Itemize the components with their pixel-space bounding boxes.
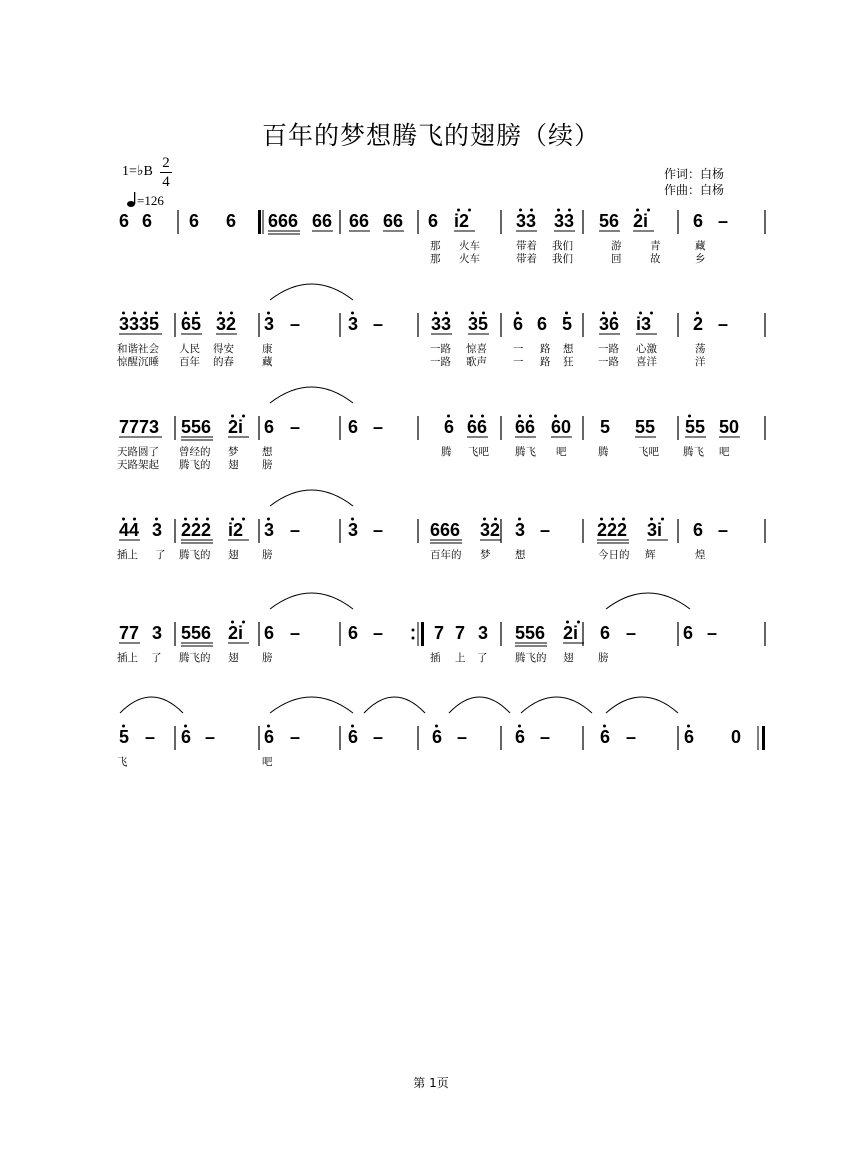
repeat-dot [412,629,415,632]
repeat-start-barline [258,210,261,234]
octave-dot [482,312,485,315]
lyric-verse-2: 回 [611,253,622,265]
lyric-verse-1: 心激 [636,343,657,355]
note-group: i2 [228,520,244,540]
slur-arc [449,697,510,713]
note-group: 50 [719,417,740,437]
note-group: 6 [600,727,611,747]
octave-dot [435,725,438,728]
note-group: – [290,520,301,540]
note-group: 3 [264,520,275,540]
note-group: – [707,623,718,643]
lyric-verse-2: 一路 [430,356,451,368]
note-group: 3 [515,520,526,540]
note-group: 6 [142,211,153,231]
note-group: 66 [383,211,404,231]
note-group: – [718,314,729,334]
octave-dot [144,312,147,315]
lyric-verse-1: 腾飞的 [179,549,211,561]
octave-dot [613,312,616,315]
lyric-verse-1: 一路 [598,343,619,355]
octave-dot [267,518,270,521]
octave-dot [577,621,580,624]
lyric-verse-1: 吧 [719,446,730,458]
slur-arc [270,284,353,300]
octave-dot [518,725,521,728]
lyric-verse-1: 游 [611,240,622,252]
composer-credit: 作曲：白杨 [664,183,725,197]
lyric-verse-1: 膀 [262,652,273,664]
note-group: 3 [152,623,163,643]
key-note: B [143,164,153,179]
octave-dot [457,209,460,212]
lyric-verse-2: 天路架起 [117,459,159,471]
lyric-verse-1: 百年的 [430,549,462,561]
slur-arc [606,697,678,713]
note-group: – [540,727,551,747]
octave-dot [639,312,642,315]
lyric-verse-1: 曾经的 [179,446,211,458]
lyric-verse-1: 腾飞 [683,446,704,458]
note-group: 36 [599,314,620,334]
note-group: i3 [636,314,652,334]
octave-dot [481,415,484,418]
octave-dot [688,415,691,418]
lyric-verse-1: 那 [430,240,441,252]
note-group: 6 [264,727,275,747]
lyric-verse-2: 乡 [695,253,706,265]
note-group: 666 [268,211,299,231]
lyric-verse-1: 康 [262,343,273,355]
note-group: – [290,314,301,334]
octave-dot [554,415,557,418]
octave-dot [122,725,125,728]
lyric-verse-1: 翅 [228,549,239,561]
note-group: 6 [226,211,237,231]
note-group: 3i [647,520,663,540]
octave-dot [242,621,245,624]
note-group: 6 [515,727,526,747]
lyric-verse-1: 飞吧 [638,446,659,458]
lyric-verse-1: 想 [515,549,526,561]
octave-dot [518,415,521,418]
note-group: 2i [633,211,649,231]
octave-dot [242,415,245,418]
octave-dot [184,725,187,728]
octave-dot [155,312,158,315]
slur-arc [606,593,690,609]
page-title: 百年的梦想腾飞的翅膀（续） [261,121,600,150]
note-group: 6 [684,727,695,747]
octave-dot [206,518,209,521]
slur-arc [270,697,353,713]
octave-dot [518,518,521,521]
octave-dot [195,518,198,521]
lyric-verse-1: 腾飞的 [515,652,547,664]
note-group: 2 [693,314,704,334]
lyric-verse-2: 我们 [552,253,573,265]
lyric-verse-1: 梦 [480,549,491,561]
lyric-verse-1: 一路 [430,343,451,355]
lyric-verse-1: 辉 [645,549,656,561]
final-barline [762,726,765,750]
note-group: 6 [264,417,275,437]
note-group: 6 [428,211,439,231]
lyric-verse-2: 膀 [262,459,273,471]
note-group: 66 [312,211,333,231]
lyric-verse-2: 藏 [262,356,273,368]
lyric-verse-1: 了 [155,549,166,561]
octave-dot [494,518,497,521]
lyric-verse-2: 喜洋 [636,356,657,368]
note-group: 2i [563,623,579,643]
octave-dot [650,312,653,315]
note-group: 55 [635,417,656,437]
octave-dot [267,312,270,315]
octave-dot [471,312,474,315]
lyric-verse-2: 百年 [179,356,200,368]
note-group: 7773 [119,417,160,437]
lyric-verse-1: 翅 [563,652,574,664]
lyric-verse-1: 青 [650,240,661,252]
octave-dot [184,518,187,521]
octave-dot [445,312,448,315]
slur-arc [270,593,353,609]
octave-dot [351,725,354,728]
octave-dot [242,518,245,521]
octave-dot [267,725,270,728]
lyric-verse-2: 一路 [598,356,619,368]
octave-dot [600,518,603,521]
note-group: – [373,417,384,437]
slur-arc [270,387,353,403]
lyric-verse-2: 带着 [516,253,537,265]
octave-dot [434,312,437,315]
octave-dot [696,312,699,315]
note-group: – [290,417,301,437]
lyric-verse-1: 翅 [228,652,239,664]
octave-dot [529,415,532,418]
note-group: 6 [189,211,200,231]
flat-sign: ♭ [136,164,144,179]
lyric-verse-1: 插上 [117,549,138,561]
lyric-verse-1: 上 [455,652,466,664]
note-group: 66 [515,417,536,437]
octave-dot [566,621,569,624]
lyric-verse-1: 煌 [695,549,706,561]
note-group: 6 [693,520,704,540]
note-group: – [626,727,637,747]
octave-dot [133,312,136,315]
octave-dot [568,209,571,212]
lyric-verse-2: 惊醒沉睡 [117,356,159,368]
octave-dot [636,209,639,212]
octave-dot [603,725,606,728]
note-group: 5 [562,314,573,334]
lyric-verse-1: 膀 [262,549,273,561]
note-group: 55 [685,417,706,437]
note-group: – [373,623,384,643]
note-group: 556 [181,623,212,643]
lyric-verse-1: 火车 [459,240,480,252]
lyric-verse-1: 飞吧 [468,446,489,458]
time-signature-bottom: 4 [162,174,170,190]
note-group: 32 [216,314,237,334]
note-group: 33 [554,211,575,231]
lyric-verse-1: 腾飞的 [179,652,211,664]
note-group: 6 [693,211,704,231]
lyric-verse-1: 膀 [598,652,609,664]
note-group: 3 [478,623,489,643]
lyric-verse-2: 狂 [563,356,574,368]
lyric-verse-2: 歌声 [466,356,487,368]
note-group: 5 [600,417,611,437]
octave-dot [195,312,198,315]
note-group: – [290,623,301,643]
note-group: 3 [348,520,359,540]
lyric-verse-2: 一 [513,356,524,368]
note-group: 6 [181,727,192,747]
octave-dot [483,518,486,521]
lyric-verse-1: 和谐社会 [117,343,159,355]
note-group: 222 [181,520,212,540]
lyric-verse-1: 吧 [556,446,567,458]
note-group: 66 [349,211,370,231]
note-group: i2 [454,211,470,231]
octave-dot [184,312,187,315]
note-group: – [373,727,384,747]
note-group: 6 [264,623,275,643]
note-group: 7 [455,623,466,643]
note-group: 6 [119,211,130,231]
note-group: 6 [600,623,611,643]
note-group: 2i [228,623,244,643]
octave-dot [565,312,568,315]
slur-arc [120,697,183,713]
octave-dot [468,209,471,212]
note-group: 77 [119,623,140,643]
repeat-dot [412,637,415,640]
lyric-verse-2: 路 [540,356,551,368]
lyric-verse-1: 飞 [117,756,128,768]
note-group: 35 [468,314,489,334]
note-group: 556 [181,417,212,437]
note-group: – [373,314,384,334]
note-group: 666 [430,520,461,540]
note-group: – [205,727,216,747]
note-group: – [540,520,551,540]
octave-dot [687,725,690,728]
octave-dot [470,415,473,418]
octave-dot [530,209,533,212]
lyric-verse-2: 故 [650,253,661,265]
octave-dot [231,415,234,418]
lyric-verse-1: 腾 [598,446,609,458]
lyric-verse-1: 腾飞 [515,446,536,458]
lyric-verse-2: 的春 [213,356,234,368]
note-group: – [718,520,729,540]
note-group: 3 [348,314,359,334]
note-group: 6 [348,727,359,747]
lyric-verse-2: 火车 [459,253,480,265]
octave-dot [602,312,605,315]
octave-dot [447,415,450,418]
lyric-verse-1: 了 [151,652,162,664]
octave-dot [230,312,233,315]
lyric-verse-1: 路 [540,343,551,355]
octave-dot [519,209,522,212]
time-signature-top: 2 [162,155,170,171]
lyric-verse-1: 藏 [695,240,706,252]
lyric-verse-2: 洋 [695,356,706,368]
lyric-verse-1: 惊喜 [466,343,487,355]
note-group: 7 [434,623,445,643]
note-group: 6 [444,417,455,437]
note-group: 3 [264,314,275,334]
lyric-verse-1: 天路圆了 [117,446,159,458]
note-group: 6 [513,314,524,334]
octave-dot [622,518,625,521]
octave-dot [231,518,234,521]
lyric-verse-1: 吧 [262,756,273,768]
tempo-value: =126 [137,193,164,208]
lyric-verse-1: 今日的 [598,549,630,561]
octave-dot [122,312,125,315]
note-group: 2i [228,417,244,437]
note-group: 6 [348,417,359,437]
note-group: 56 [599,211,620,231]
note-group: – [145,727,156,747]
octave-dot [516,312,519,315]
note-group: 32 [480,520,501,540]
lyric-verse-1: 带着 [516,240,537,252]
lyricist-credit: 作词：白杨 [664,167,725,181]
lyric-verse-1: 荡 [695,343,706,355]
octave-dot [155,518,158,521]
note-group: – [373,520,384,540]
note-group: 0 [731,727,742,747]
note-group: 6 [348,623,359,643]
note-group: 65 [181,314,202,334]
lyric-verse-1: 插 [430,652,441,664]
octave-dot [650,518,653,521]
note-group: 6 [432,727,443,747]
lyric-verse-1: 了 [477,652,488,664]
note-group: 33 [431,314,452,334]
slur-arc [521,697,592,713]
note-group: 6 [537,314,548,334]
note-group: 33 [516,211,537,231]
note-group: – [718,211,729,231]
note-group: 556 [515,623,546,643]
lyric-verse-1: 插上 [117,652,138,664]
octave-dot [351,518,354,521]
lyric-verse-1: 想 [563,343,574,355]
note-group: 3 [152,520,163,540]
octave-dot [557,209,560,212]
lyric-verse-1: 想 [262,446,273,458]
octave-dot [611,518,614,521]
note-group: 222 [597,520,628,540]
note-group: 5 [119,727,130,747]
slur-arc [364,697,425,713]
lyric-verse-1: 人民 [179,343,200,355]
lyric-verse-1: 得安 [213,343,234,355]
lyric-verse-1: 腾 [441,446,452,458]
lyric-verse-2: 翅 [228,459,239,471]
page-number: 第 1页 [413,1076,449,1090]
note-group: 66 [467,417,488,437]
octave-dot [661,518,664,521]
octave-dot [219,312,222,315]
note-group: 6 [683,623,694,643]
note-group: – [457,727,468,747]
lyric-verse-2: 那 [430,253,441,265]
lyric-verse-1: 梦 [228,446,239,458]
octave-dot [133,518,136,521]
octave-dot [647,209,650,212]
note-group: 44 [119,520,140,540]
repeat-end-barline [421,622,424,646]
lyric-verse-2: 腾飞的 [179,459,211,471]
note-group: 60 [551,417,572,437]
octave-dot [351,312,354,315]
note-group: 3335 [119,314,160,334]
lyric-verse-1: 一 [513,343,524,355]
key-label: 1= [122,164,137,179]
slur-arc [270,490,353,506]
lyric-verse-1: 我们 [552,240,573,252]
note-group: – [626,623,637,643]
octave-dot [122,518,125,521]
octave-dot [231,621,234,624]
note-group: – [290,727,301,747]
